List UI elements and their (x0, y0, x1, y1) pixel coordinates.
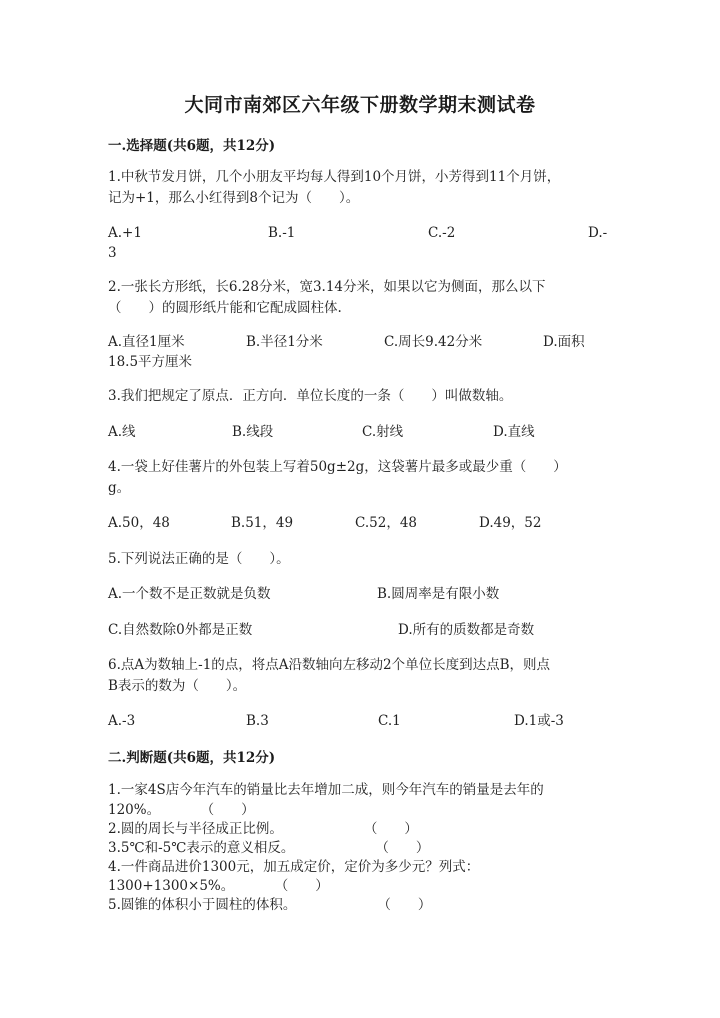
page-title: 大同市南郊区六年级下册数学期末测试卷 (184, 94, 536, 116)
question-4-text-cont: g。 (108, 480, 131, 496)
question-4-text: 4.一袋上好佳薯片的外包装上写着50g±2g，这袋薯片最多或最少重（ ） (108, 459, 567, 475)
question-6-option-b: B.3 (246, 713, 269, 729)
question-3-option-a: A.线 (108, 424, 136, 440)
question-6-option-a: A.-3 (108, 713, 136, 729)
question-5-option-a: A.一个数不是正数就是负数 (108, 586, 271, 602)
question-5-option-b: B.圆周率是有限小数 (377, 586, 500, 602)
question-3-option-d: D.直线 (493, 424, 535, 440)
question-2-text: 2.一张长方形纸，长6.28分米，宽3.14分米，如果以它为侧面，那么以下 (108, 279, 546, 295)
judge-4-text: 4.一件商品进价1300元，加五成定价，定价为多少元？列式： (108, 859, 480, 875)
question-5-option-c: C.自然数除0外都是正数 (108, 622, 253, 638)
question-2-option-c: C.周长9.42分米 (384, 334, 483, 350)
question-3-option-b: B.线段 (232, 424, 274, 440)
question-6-text: 6.点A为数轴上-1的点，将点A沿数轴向左移动2个单位长度到达点B，则点 (108, 657, 551, 673)
question-2-option-d: D.面积 (543, 334, 585, 350)
section-heading-judge: 二.判断题(共6题，共12分) (108, 750, 276, 766)
question-4-option-d: D.49，52 (479, 515, 542, 531)
question-2-option-d-wrap: 18.5平方厘米 (108, 354, 193, 370)
judge-4-text-cont: 1300+1300×5%。 （ ） (108, 878, 329, 894)
question-6-option-d: D.1或-3 (514, 713, 564, 729)
question-1-option-a: A.+1 (108, 225, 142, 241)
question-5-option-d: D.所有的质数都是奇数 (398, 622, 535, 638)
judge-1-text: 1.一家4S店今年汽车的销量比去年增加二成，则今年汽车的销量是去年的 (108, 782, 544, 798)
question-1-text-cont: 记为+1，那么小红得到8个记为（ ）。 (108, 190, 360, 206)
judge-3-text: 3.5℃和-5℃表示的意义相反。 （ ） (108, 840, 430, 856)
question-6-option-c: C.1 (378, 713, 401, 729)
question-3-text: 3.我们把规定了原点．正方向．单位长度的一条（ ）叫做数轴。 (108, 388, 513, 404)
question-4-option-c: C.52，48 (355, 515, 417, 531)
question-3-option-c: C.射线 (362, 424, 404, 440)
question-1-option-c: C.-2 (428, 225, 456, 241)
judge-5-text: 5.圆锥的体积小于圆柱的体积。 （ ） (108, 897, 432, 913)
question-1-option-d-wrap: 3 (108, 245, 117, 261)
question-2-text-cont: （ ）的圆形纸片能和它配成圆柱体. (108, 300, 342, 316)
question-2-option-a: A.直径1厘米 (108, 334, 185, 350)
question-4-option-a: A.50，48 (108, 515, 170, 531)
question-2-option-b: B.半径1分米 (246, 334, 323, 350)
judge-1-text-cont: 120%。 （ ） (108, 802, 255, 818)
question-5-text: 5.下列说法正确的是（ ）。 (108, 551, 290, 567)
judge-2-text: 2.圆的周长与半径成正比例。 （ ） (108, 821, 418, 837)
question-1-option-d: D.- (588, 225, 608, 241)
section-heading-choice: 一.选择题(共6题，共12分) (108, 138, 276, 154)
question-1-option-b: B.-1 (268, 225, 296, 241)
question-6-text-cont: B表示的数为（ ）。 (108, 678, 247, 694)
question-4-option-b: B.51，49 (231, 515, 294, 531)
question-1-text: 1.中秋节发月饼，几个小朋友平均每人得到10个月饼，小芳得到11个月饼， (108, 169, 561, 185)
